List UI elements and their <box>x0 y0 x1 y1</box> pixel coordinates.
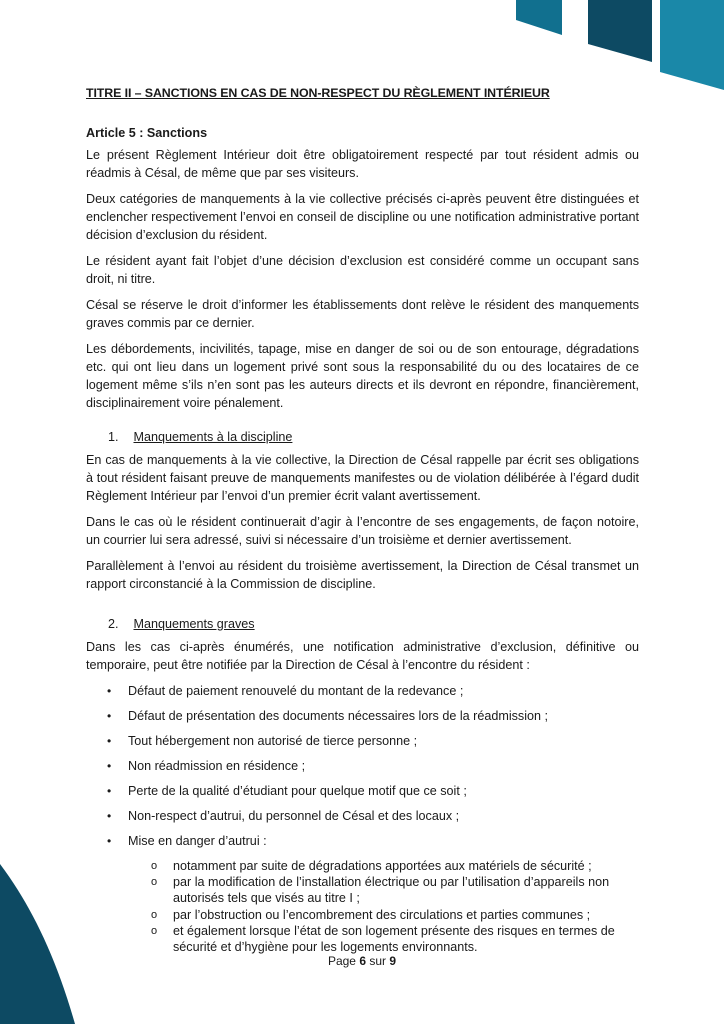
circle-bullet-icon: o <box>151 908 158 921</box>
list-item: • Mise en danger d’autrui : o notamment par suite de dégradations apportées aux matériels de sécurité ; o par la modification de l’installation électrique ou par l’utilisation d’appareils non autorisés tels que visés au titre I ; o par l’obstruction ou l’encombrement des circulations et parties communes ; o et également lorsque l’état de son logement présente des risques en termes de sécurité et d’hygiène pour les logements environnants. <box>86 832 639 955</box>
subsection-label: Manquements à la discipline <box>133 430 293 444</box>
list-item: • Perte de la qualité d’étudiant pour quelque motif que ce soit ; <box>107 784 467 798</box>
list-item: • Défaut de présentation des documents nécessaires lors de la réadmission ; <box>107 709 549 723</box>
paragraph: Césal se réserve le droit d’informer les établissements dont relève le résident des manquements graves commis par ce dernier. <box>86 298 639 330</box>
circle-bullet-icon: o <box>151 860 158 872</box>
subsection-number: 2. <box>108 617 119 631</box>
sanctions-list <box>86 682 639 955</box>
subsection-heading-discipline <box>86 428 639 446</box>
danger-sublist <box>86 858 639 955</box>
circle-bullet-icon: o <box>151 924 158 937</box>
bullet-icon: • <box>107 734 112 748</box>
bullet-icon: • <box>107 809 112 823</box>
bullet-icon: • <box>107 709 112 723</box>
sublist-item: o par la modification de l’installation électrique ou par l’utilisation d’appareils non autorisés tels que visés au titre I ; <box>151 875 610 906</box>
sublist-item: o par l’obstruction ou l’encombrement des circulations et parties communes ; <box>151 907 591 922</box>
paragraph: Le résident ayant fait l’objet d’une décision d’exclusion est considéré comme un occupant sans droit, ni titre. <box>86 254 639 286</box>
paragraph: Parallèlement à l’envoi au résident du troisième avertissement, la Direction de Césal transmet un rapport circonstancié à la Commission de discipline. <box>86 559 639 591</box>
paragraph: En cas de manquements à la vie collective, la Direction de Césal rappelle par écrit ses obligations à tout résident faisant preuve de manquements manifestes ou de violation délibérée à l’égard dudit Règlement Intérieur par l’envoi d’un premier écrit valant avertissement. <box>86 453 639 503</box>
paragraph: Les débordements, incivilités, tapage, mise en danger de soi ou de son entourage, dégradations etc. qui ont lieu dans un logement privé sont sous la responsabilité du ou des locataires de ce logement même s’ils n’en sont pas les auteurs directs et ils devront en répondre, financièrement, disciplinairement voire pénalement. <box>86 342 639 410</box>
list-item: • Non réadmission en résidence ; <box>107 759 306 773</box>
bullet-icon: • <box>107 759 112 773</box>
subsection-heading-graves <box>86 615 639 633</box>
subsection-label: Manquements graves <box>133 617 255 631</box>
bullet-icon: • <box>107 784 112 798</box>
bullet-icon: • <box>107 684 112 698</box>
list-item: • Défaut de paiement renouvelé du montant de la redevance ; <box>107 684 464 698</box>
list-item: • Tout hébergement non autorisé de tierce personne ; <box>107 734 418 748</box>
article-heading: Article 5 : Sanctions <box>86 126 208 140</box>
section-title: TITRE II – SANCTIONS EN CAS DE NON-RESPECT DU RÈGLEMENT INTÉRIEUR <box>86 86 550 100</box>
footer-decoration <box>0 824 80 1024</box>
circle-bullet-icon: o <box>151 876 158 889</box>
document-body <box>86 84 639 962</box>
sublist-item: o et également lorsque l’état de son logement présente des risques en termes de sécurité et d’hygiène pour les logements environnants. <box>151 923 615 955</box>
paragraph: Dans les cas ci-après énumérés, une notification administrative d’exclusion, définitive ou temporaire, peut être notifiée par la Direction de Césal à l’encontre du résident : <box>86 640 639 672</box>
list-item: • Non-respect d’autrui, du personnel de Césal et des locaux ; <box>107 809 460 823</box>
paragraph: Le présent Règlement Intérieur doit être obligatoirement respecté par tout résident admis ou réadmis à Césal, de même que par ses visiteurs. <box>86 148 639 180</box>
subsection-number: 1. <box>108 430 119 444</box>
page-number: Page 6 sur 9 <box>327 954 397 968</box>
paragraph: Dans le cas où le résident continuerait d’agir à l’encontre de ses engagements, de façon notoire, un courrier lui sera adressé, suivi si nécessaire d’un troisième et dernier avertissement. <box>86 515 639 547</box>
paragraph: Deux catégories de manquements à la vie collective précisés ci-après peuvent être distinguées et enclencher respectivement l’envoi en conseil de discipline ou une notification administrative portant décision d’exclusion du résident. <box>86 192 639 242</box>
bullet-icon: • <box>107 834 112 848</box>
sublist-item: o notamment par suite de dégradations apportées aux matériels de sécurité ; <box>151 859 592 873</box>
